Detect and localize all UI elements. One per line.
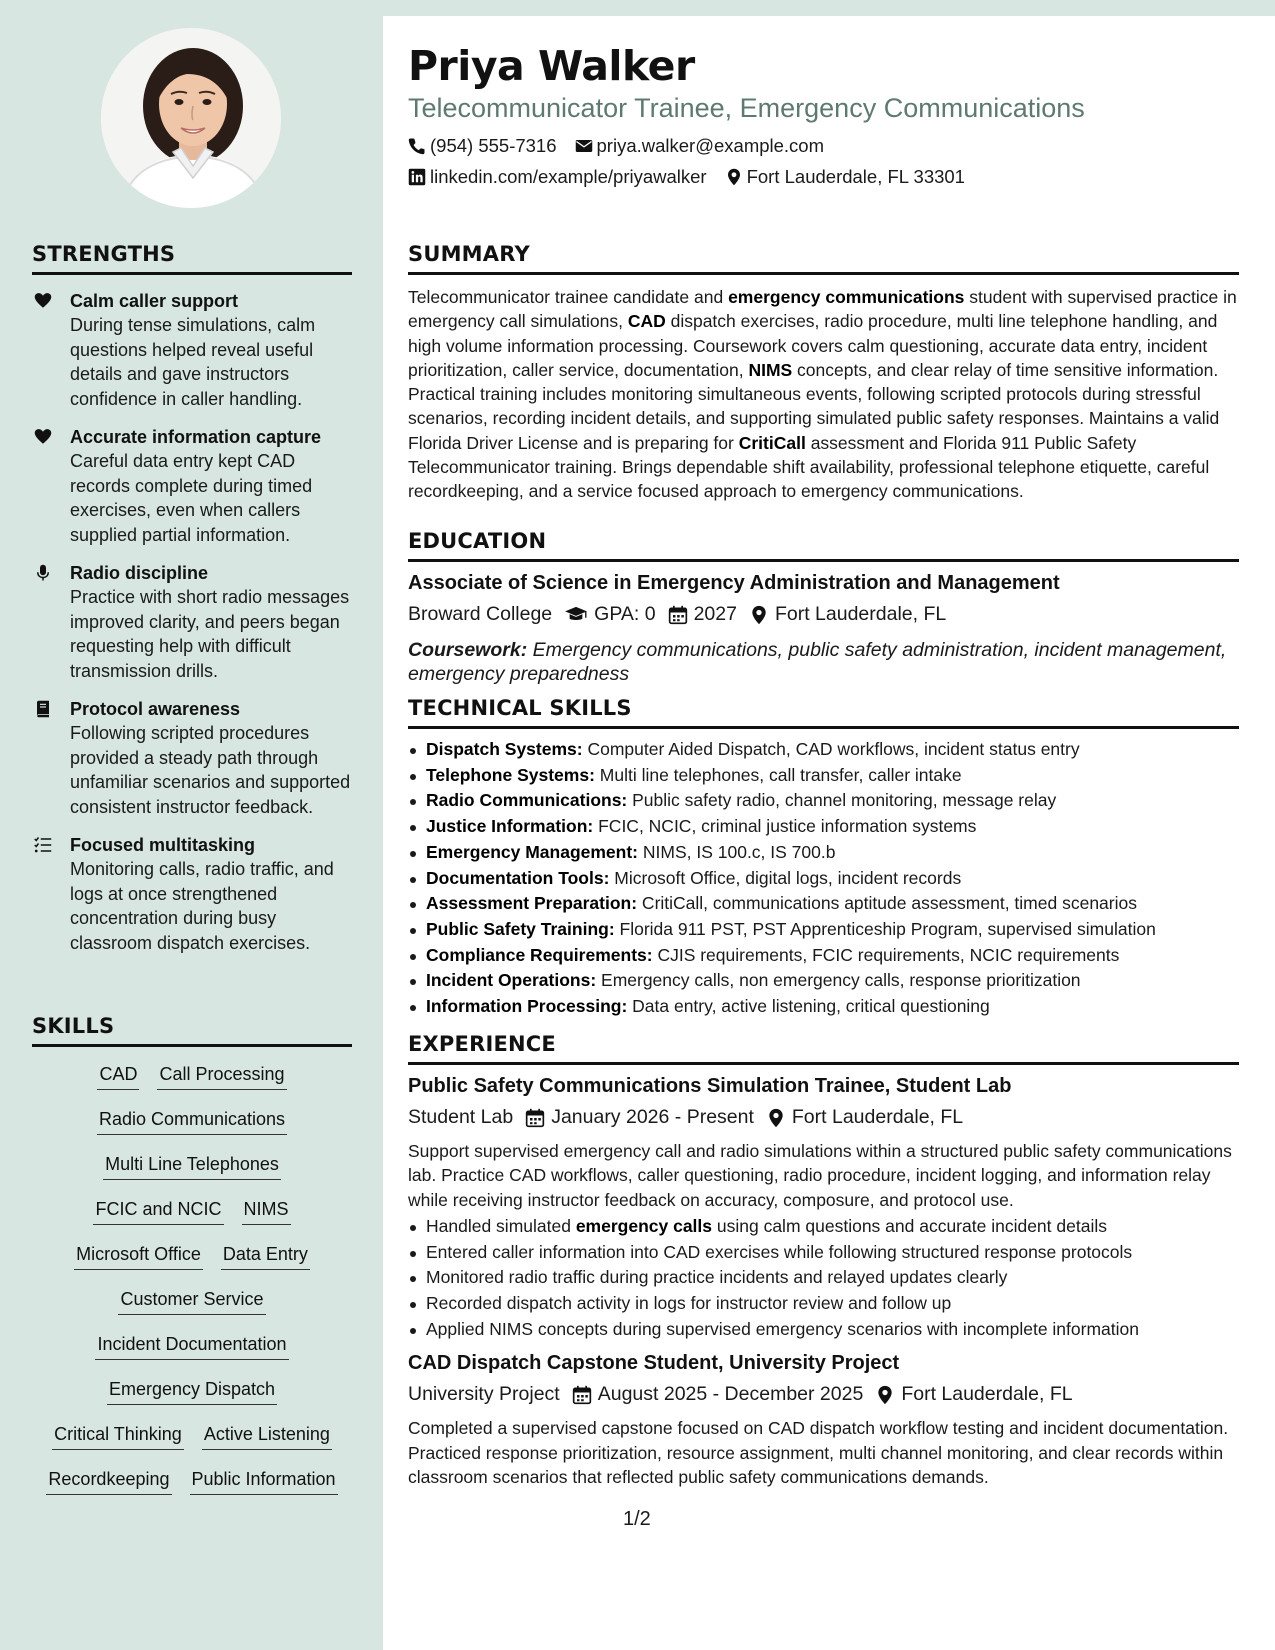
skill-row [32,1198,352,1243]
skill-values: Data entry, active listening, critical questioning [627,996,990,1017]
calendar-icon [572,1385,598,1405]
graduation-year [668,603,737,626]
map-pin-icon [766,1108,792,1128]
technical-skill-item [408,814,1239,840]
emphasis-text: CAD [627,311,666,332]
skill-tag: Data Entry [221,1243,310,1270]
experience-entry [408,1075,1239,1342]
skill-tag: CAD [97,1063,139,1090]
skills-heading: SKILLS [32,1014,352,1047]
skill-tag: FCIC and NCIC [93,1198,223,1225]
main-content [383,16,1275,1650]
experience-entries [408,1075,1239,1489]
skill-values: CJIS requirements, FCIC requirements, NCIC requirements [652,944,1120,965]
strength-item [32,833,352,955]
skill-category: Assessment Preparation: [426,893,638,914]
text-segment: Applied NIMS concepts during supervised emergency scenarios with incomplete information [426,1318,1139,1339]
linkedin-link[interactable]: linkedin.com/example/priyawalker [430,166,707,187]
experience-entry [408,1352,1239,1489]
job-dates [525,1106,754,1129]
skill-category: Compliance Requirements: [426,944,653,965]
skill-tag: Call Processing [157,1063,286,1090]
strength-description: Following scripted procedures provided a steady path through unfamiliar scenarios and supported consistent instructor feedback. [70,723,351,817]
summary-text [408,285,1239,504]
text-segment: Recorded dispatch activity in logs for instructor review and follow up [426,1293,952,1313]
skill-row [32,1468,352,1513]
skill-category: Radio Communications: [426,790,628,811]
skill-values: Florida 911 PST, PST Apprenticeship Program, supervised simulation [614,918,1156,939]
gpa [564,603,655,626]
skill-category: Incident Operations: [426,970,597,991]
strength-item [32,697,352,819]
skill-tag: Critical Thinking [52,1423,184,1450]
skill-row [32,1378,352,1423]
job-bullet [408,1214,1239,1240]
technical-skills-heading: TECHNICAL SKILLS [408,696,1239,729]
text-segment: concepts, and clear relay of time sensitive information. Practical training includes monitoring simultaneous events, following scripted protocols during stressful scenarios, recording incident details, and supporting simulated public safety responses. Maintains a valid Florida Driver License and is preparing for [408,359,1220,453]
technical-skill-item [408,994,1239,1020]
skill-row [32,1243,352,1288]
phone-icon [408,137,430,155]
skill-category: Telephone Systems: [426,764,595,785]
skill-category: Information Processing: [426,996,628,1017]
phone-contact [408,135,557,157]
skill-values: NIMS, IS 100.c, IS 700.b [638,841,836,862]
org-name: University Project [408,1383,560,1406]
location-value: Fort Lauderdale, FL [774,603,947,625]
skill-row [32,1288,352,1333]
profile-photo [101,28,281,208]
phone-number[interactable]: (954) 555-7316 [430,135,557,156]
skill-tag: Public Information [190,1468,338,1495]
skill-values: Microsoft Office, digital logs, incident records [609,867,962,888]
job-meta [408,1383,1239,1406]
education-section [408,529,1239,686]
skill-values: Computer Aided Dispatch, CAD workflows, incident status entry [582,739,1080,759]
candidate-name: Priya Walker [408,42,695,90]
job-bullets [408,1214,1239,1343]
school [408,603,552,626]
coursework-text: Emergency communications, public safety administration, incident management, emergency preparedness [408,639,1227,685]
skill-tag: Recordkeeping [46,1468,171,1495]
strength-item [32,425,352,547]
job-org [408,1106,513,1129]
technical-skill-item [408,763,1239,789]
technical-skill-item [408,891,1239,917]
checklist-icon [32,833,70,955]
strength-title: Focused multitasking [70,835,256,855]
skill-tag: NIMS [242,1198,291,1225]
summary-section [408,242,1239,504]
graduation-cap-icon [564,605,594,625]
contact-row [408,166,983,188]
emphasis-text: emergency calls [575,1215,713,1236]
skill-tag: Incident Documentation [95,1333,288,1360]
job-location [766,1106,963,1129]
heart-icon [32,425,70,547]
job-dates [572,1383,864,1406]
skill-category: Emergency Management: [426,841,639,862]
text-segment: Telecommunicator trainee candidate and [408,287,729,307]
linkedin-contact [408,166,707,188]
strengths-heading: STRENGTHS [32,242,352,275]
text-segment: assessment and Florida 911 Public Safety Telecommunicator training. Brings dependable shift availability, professional telephone etiquette, careful recordkeeping, and a service focused approach to emergency communications. [408,432,1210,502]
year-value: 2027 [693,603,737,625]
skill-tag: Active Listening [202,1423,332,1450]
text-segment: student with supervised practice in emergency call simulations, [408,287,1237,332]
technical-skill-item [408,943,1239,969]
skill-row [32,1423,352,1468]
contact-row [408,135,842,157]
text-segment: dispatch exercises, radio procedure, multi line telephone handling, and high volume information processing. Coursework covers calm questioning, accurate data entry, incident prioritization, caller service, documentation, [408,311,1218,380]
page-number: 1/2 [623,1508,651,1530]
heart-icon [32,289,70,411]
location-value: Fort Lauderdale, FL [791,1106,964,1128]
strength-description: During tense simulations, calm questions helped reveal useful details and gave instructors confidence in caller handling. [70,315,316,409]
technical-skill-item [408,788,1239,814]
coursework [408,638,1239,686]
skill-values: CritiCall, communications aptitude assessment, timed scenarios [637,893,1137,914]
map-pin-icon [749,605,775,625]
dates-value: August 2025 - December 2025 [597,1383,864,1406]
text-segment: Monitored radio traffic during practice incidents and relayed updates clearly [426,1267,1008,1288]
skill-category: Justice Information: [426,816,594,837]
summary-heading: SUMMARY [408,242,1239,275]
strength-description: Practice with short radio messages improved clarity, and peers began requesting help with difficult transmission drills. [70,587,350,681]
job-title: CAD Dispatch Capstone Student, University Project [408,1352,900,1375]
technical-skill-item [408,840,1239,866]
skill-category: Public Safety Training: [426,918,615,939]
map-pin-icon [875,1385,901,1405]
email-link[interactable]: priya.walker@example.com [596,135,825,156]
technical-skills-list [408,737,1239,1020]
job-bullet [408,1291,1239,1317]
calendar-icon [668,605,694,625]
coursework-label: Coursework: [408,639,528,661]
school-name: Broward College [408,603,553,625]
strength-title: Calm caller support [70,291,239,311]
skill-values: Emergency calls, non emergency calls, response prioritization [596,970,1081,991]
strength-description: Careful data entry kept CAD records complete during timed exercises, even when callers supplied partial information. [70,451,313,545]
skill-tag: Emergency Dispatch [107,1378,277,1405]
text-segment: using calm questions and accurate incident details [712,1215,1107,1236]
envelope-icon [575,137,597,155]
microphone-icon [32,561,70,683]
strength-title: Accurate information capture [70,427,322,447]
job-location [875,1383,1072,1406]
strength-item [32,561,352,683]
skill-tag: Multi Line Telephones [103,1153,281,1180]
map-pin-icon [725,168,747,186]
skills-section [32,1014,352,1513]
degree-title: Associate of Science in Emergency Administration and Management [408,572,1060,594]
job-bullet [408,1317,1239,1343]
skill-category: Dispatch Systems: [426,739,583,759]
strength-item [32,289,352,411]
job-org [408,1383,560,1406]
emphasis-text: CritiCall [738,432,806,453]
experience-section [408,1032,1239,1489]
technical-skill-item [408,968,1239,994]
technical-skill-item [408,917,1239,943]
strengths-section [32,242,352,955]
strength-title: Protocol awareness [70,699,241,719]
education-heading: EDUCATION [408,529,1239,562]
strength-title: Radio discipline [70,563,209,583]
skill-row [32,1108,352,1153]
gpa-value: GPA: 0 [594,603,656,625]
skill-row [32,1333,352,1378]
location-value: Fort Lauderdale, FL [901,1383,1073,1406]
experience-heading: EXPERIENCE [408,1032,1239,1065]
location-contact [725,166,965,188]
education-meta [408,603,1239,626]
job-meta [408,1106,1239,1129]
technical-skills-section [408,696,1239,1020]
job-bullet [408,1265,1239,1291]
job-description: Support supervised emergency call and radio simulations within a structured public safety communications lab. Practice CAD workflows, caller questioning, radio procedure, incident logging, and information relay while receiving instructor feedback on accuracy, composure, and protocol use. [408,1141,1232,1210]
dates-value: January 2026 - Present [551,1106,754,1128]
linkedin-icon [408,168,430,186]
location-text: Fort Lauderdale, FL 33301 [746,166,965,187]
skill-tag: Microsoft Office [74,1243,203,1270]
text-segment: Handled simulated [426,1215,576,1236]
emphasis-text: emergency communications [728,287,965,307]
job-bullet [408,1240,1239,1266]
emphasis-text: NIMS [748,359,793,380]
skill-row [32,1063,352,1108]
skill-values: FCIC, NCIC, criminal justice information systems [593,816,977,837]
technical-skill-item [408,866,1239,892]
technical-skill-item [408,737,1239,763]
skill-tags [32,1063,352,1513]
org-name: Student Lab [408,1106,514,1128]
text-segment: Entered caller information into CAD exercises while following structured response protocols [426,1241,1133,1262]
email-contact [575,135,825,157]
candidate-title: Telecommunicator Trainee, Emergency Communications [408,93,1085,123]
job-description: Completed a supervised capstone focused on CAD dispatch workflow testing and incident documentation. Practiced response prioritization, resource assignment, multi channel monitoring, and clear records within classroom scenarios that reflected public safety communications demands. [408,1418,1229,1487]
education-location [749,603,946,626]
skill-row [32,1153,352,1198]
skill-tag: Radio Communications [97,1108,287,1135]
strength-description: Monitoring calls, radio traffic, and logs at once strengthened concentration during busy classroom dispatch exercises. [70,859,334,953]
skill-values: Public safety radio, channel monitoring, message relay [627,790,1057,811]
skill-values: Multi line telephones, call transfer, caller intake [594,764,962,785]
skill-tag: Customer Service [118,1288,265,1315]
skill-category: Documentation Tools: [426,867,610,888]
calendar-icon [525,1108,551,1128]
sidebar [0,0,383,1650]
book-icon [32,697,70,819]
job-title: Public Safety Communications Simulation Trainee, Student Lab [408,1075,1012,1097]
